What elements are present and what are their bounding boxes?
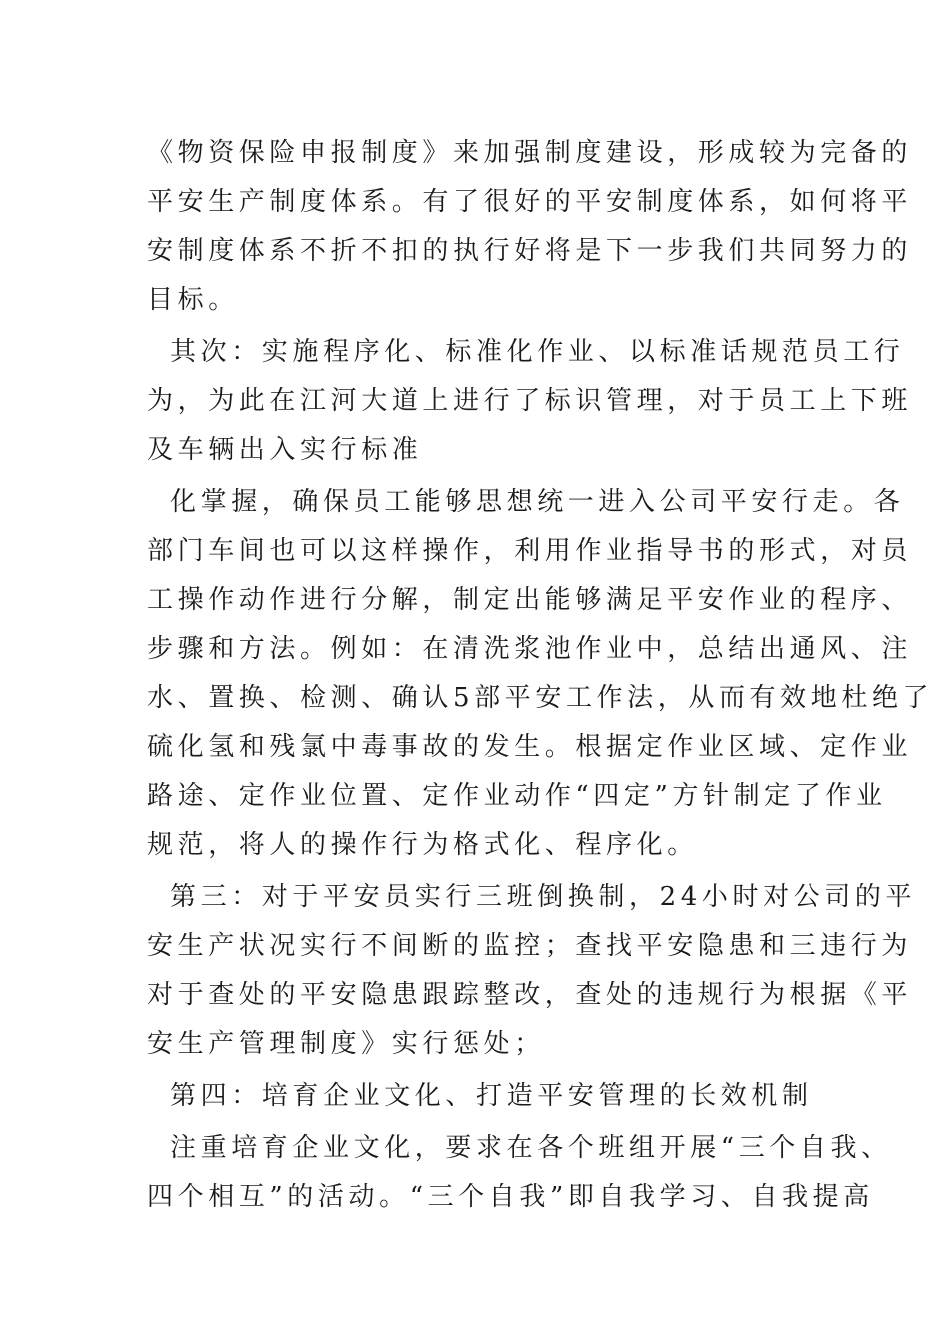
text-line: 水、置换、检测、确认5部平安工作法，从而有效地杜绝了: [147, 683, 934, 713]
text-line: 部门车间也可以这样操作，利用作业指导书的形式，对员: [147, 536, 913, 566]
text-line: 安生产管理制度》实行惩处；: [147, 1029, 545, 1059]
text-line: 安制度体系不折不扣的执行好将是下一步我们共同努力的: [147, 236, 913, 266]
text-line: 对于查处的平安隐患跟踪整改，查处的违规行为根据《平: [147, 980, 913, 1010]
text-line: 规范，将人的操作行为格式化、程序化。: [147, 830, 698, 860]
paragraph-start: 第三：对于平安员实行三班倒换制，24小时对公司的平: [170, 882, 917, 912]
text-line: 安生产状况实行不间断的监控；查找平安隐患和三违行为: [147, 931, 913, 961]
text-line: 及车辆出入实行标准: [147, 435, 423, 465]
text-line: 为，为此在江河大道上进行了标识管理，对于员工上下班: [147, 386, 913, 416]
section-heading: 第四：培育企业文化、打造平安管理的长效机制: [170, 1081, 813, 1111]
paragraph-start: 其次：实施程序化、标准化作业、以标准话规范员工行: [170, 337, 905, 367]
text-line: 《物资保险申报制度》来加强制度建设，形成较为完备的: [147, 138, 913, 168]
text-line: 硫化氢和残氯中毒事故的发生。根据定作业区域、定作业: [147, 732, 913, 762]
paragraph-start: 化掌握，确保员工能够思想统一进入公司平安行走。各: [170, 487, 905, 517]
text-line: 路途、定作业位置、定作业动作“四定”方针制定了作业: [147, 781, 887, 811]
text-line: 目标。: [147, 285, 239, 315]
paragraph-start: 注重培育企业文化，要求在各个班组开展“三个自我、: [170, 1133, 892, 1163]
text-line: 步骤和方法。例如：在清洗浆池作业中，总结出通风、注: [147, 634, 913, 664]
text-line: 工操作动作进行分解，制定出能够满足平安作业的程序、: [147, 585, 913, 615]
text-line: 四个相互”的活动。“三个自我”即自我学习、自我提高: [147, 1182, 874, 1212]
text-line: 平安生产制度体系。有了很好的平安制度体系，如何将平: [147, 187, 913, 217]
